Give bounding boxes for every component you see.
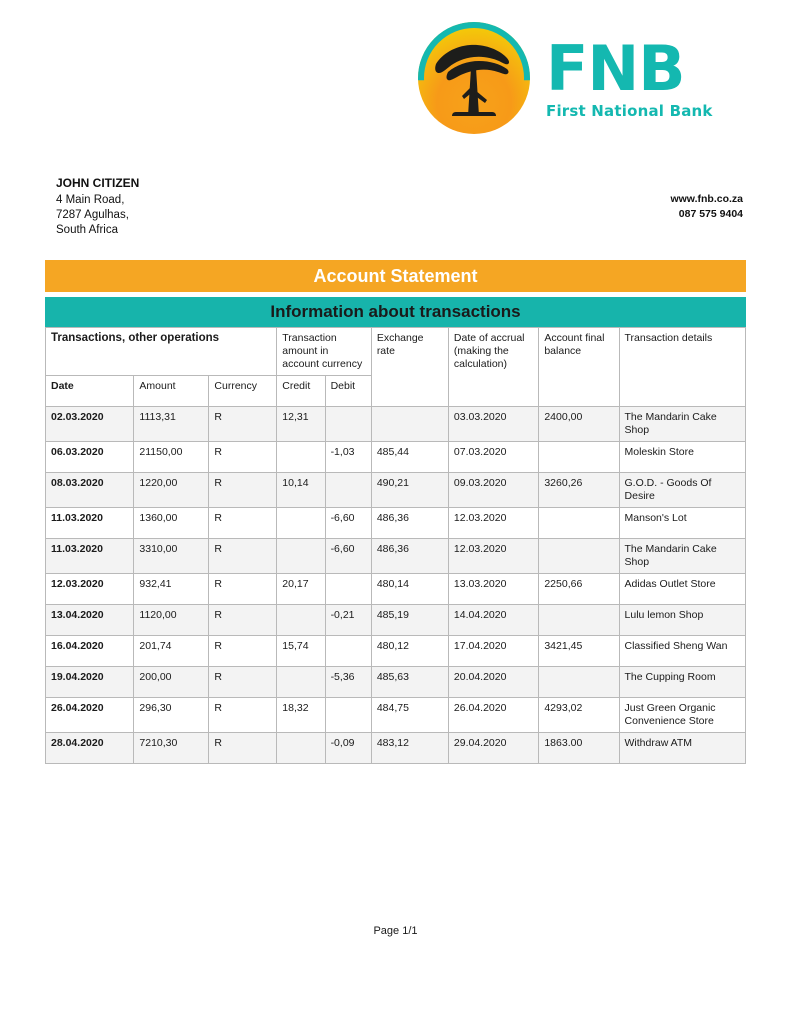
cell-balance: 4293,02 (539, 698, 619, 733)
cell-credit (277, 442, 325, 473)
cell-credit (277, 605, 325, 636)
cell-date: 06.03.2020 (46, 442, 134, 473)
cell-amount: 932,41 (134, 574, 209, 605)
cell-credit: 10,14 (277, 473, 325, 508)
cell-date: 02.03.2020 (46, 407, 134, 442)
cell-balance: 3260,26 (539, 473, 619, 508)
header-credit: Credit (277, 376, 325, 407)
header-transaction-amount: Transaction amount in account currency (277, 328, 372, 376)
header-currency: Currency (209, 376, 277, 407)
header-amount: Amount (134, 376, 209, 407)
table-row (46, 605, 746, 636)
cell-credit (277, 667, 325, 698)
cell-date: 12.03.2020 (46, 574, 134, 605)
cell-credit: 20,17 (277, 574, 325, 605)
cell-details: The Mandarin Cake Shop (619, 407, 745, 442)
cell-accrual: 12.03.2020 (448, 539, 538, 574)
cell-accrual: 29.04.2020 (448, 733, 538, 764)
customer-address-line1: 4 Main Road, (56, 194, 125, 206)
cell-credit: 18,32 (277, 698, 325, 733)
cell-rate: 484,75 (371, 698, 448, 733)
cell-currency: R (209, 407, 277, 442)
cell-credit (277, 508, 325, 539)
header-transaction-details: Transaction details (619, 328, 745, 407)
cell-rate: 483,12 (371, 733, 448, 764)
cell-accrual: 07.03.2020 (448, 442, 538, 473)
cell-date: 13.04.2020 (46, 605, 134, 636)
cell-debit: -1,03 (325, 442, 371, 473)
header-exchange-rate: Exchange rate (371, 328, 448, 407)
cell-amount: 7210,30 (134, 733, 209, 764)
cell-debit: -0,21 (325, 605, 371, 636)
cell-details: Lulu lemon Shop (619, 605, 745, 636)
table-row (46, 442, 746, 473)
cell-date: 28.04.2020 (46, 733, 134, 764)
cell-accrual: 26.04.2020 (448, 698, 538, 733)
cell-currency: R (209, 636, 277, 667)
cell-rate: 480,14 (371, 574, 448, 605)
cell-date: 08.03.2020 (46, 473, 134, 508)
brand-tagline: First National Bank (546, 101, 713, 120)
cell-rate: 486,36 (371, 539, 448, 574)
cell-accrual: 17.04.2020 (448, 636, 538, 667)
table-row (46, 698, 746, 733)
cell-details: The Cupping Room (619, 667, 745, 698)
cell-debit (325, 473, 371, 508)
cell-date: 16.04.2020 (46, 636, 134, 667)
header-date: Date (46, 376, 134, 407)
acacia-tree-logo-icon (418, 22, 530, 134)
cell-debit: -0,09 (325, 733, 371, 764)
customer-name: JOHN CITIZEN (56, 176, 140, 190)
transactions-table-body (46, 407, 746, 764)
cell-currency: R (209, 442, 277, 473)
fnb-logo (418, 22, 713, 134)
document-header (0, 22, 791, 137)
cell-currency: R (209, 508, 277, 539)
header-date-of-accrual: Date of accrual (making the calculation) (448, 328, 538, 407)
cell-accrual: 20.04.2020 (448, 667, 538, 698)
statement-title: Account Statement (45, 260, 746, 292)
customer-address-block (56, 176, 139, 238)
cell-details: The Mandarin Cake Shop (619, 539, 745, 574)
cell-debit (325, 574, 371, 605)
cell-rate: 486,36 (371, 508, 448, 539)
cell-amount: 1360,00 (134, 508, 209, 539)
cell-balance: 3421,45 (539, 636, 619, 667)
table-row (46, 636, 746, 667)
cell-balance (539, 442, 619, 473)
cell-date: 11.03.2020 (46, 508, 134, 539)
cell-currency: R (209, 574, 277, 605)
cell-amount: 200,00 (134, 667, 209, 698)
cell-rate: 485,19 (371, 605, 448, 636)
brand-name: FNB (546, 31, 685, 105)
cell-balance (539, 539, 619, 574)
table-row (46, 733, 746, 764)
cell-rate: 480,12 (371, 636, 448, 667)
cell-rate: 490,21 (371, 473, 448, 508)
cell-rate: 485,44 (371, 442, 448, 473)
cell-balance (539, 667, 619, 698)
cell-balance: 2400,00 (539, 407, 619, 442)
bank-phone: 087 575 9404 (678, 208, 743, 220)
cell-amount: 1113,31 (134, 407, 209, 442)
cell-accrual: 14.04.2020 (448, 605, 538, 636)
cell-balance (539, 508, 619, 539)
cell-debit: -5,36 (325, 667, 371, 698)
tree-silhouette-icon (430, 38, 518, 118)
cell-amount: 3310,00 (134, 539, 209, 574)
header-transactions: Transactions, other operations (46, 328, 277, 376)
cell-amount: 296,30 (134, 698, 209, 733)
table-row (46, 473, 746, 508)
cell-details: Moleskin Store (619, 442, 745, 473)
table-row (46, 667, 746, 698)
transactions-table-wrap (45, 327, 746, 764)
cell-accrual: 12.03.2020 (448, 508, 538, 539)
cell-accrual: 03.03.2020 (448, 407, 538, 442)
cell-balance: 2250,66 (539, 574, 619, 605)
cell-debit: -6,60 (325, 508, 371, 539)
cell-currency: R (209, 698, 277, 733)
bank-website: www.fnb.co.za (670, 193, 743, 205)
cell-credit (277, 733, 325, 764)
cell-debit (325, 636, 371, 667)
cell-details: Classified Sheng Wan (619, 636, 745, 667)
cell-accrual: 09.03.2020 (448, 473, 538, 508)
customer-address-line2: 7287 Agulhas, (56, 209, 129, 221)
table-row (46, 407, 746, 442)
cell-credit (277, 539, 325, 574)
customer-address-line3: South Africa (56, 224, 119, 236)
cell-credit: 12,31 (277, 407, 325, 442)
cell-debit: -6,60 (325, 539, 371, 574)
cell-date: 19.04.2020 (46, 667, 134, 698)
cell-amount: 201,74 (134, 636, 209, 667)
cell-currency: R (209, 473, 277, 508)
cell-amount: 1120,00 (134, 605, 209, 636)
information-title: Information about transactions (45, 297, 746, 327)
cell-debit (325, 698, 371, 733)
cell-balance: 1863.00 (539, 733, 619, 764)
cell-currency: R (209, 733, 277, 764)
header-account-final-balance: Account final balance (539, 328, 619, 407)
cell-date: 11.03.2020 (46, 539, 134, 574)
cell-credit: 15,74 (277, 636, 325, 667)
cell-details: Manson's Lot (619, 508, 745, 539)
logo-wordmark (546, 31, 713, 120)
table-group-header-row (46, 328, 746, 376)
cell-amount: 21150,00 (134, 442, 209, 473)
cell-rate (371, 407, 448, 442)
cell-details: Adidas Outlet Store (619, 574, 745, 605)
table-row (46, 508, 746, 539)
cell-currency: R (209, 605, 277, 636)
table-row (46, 539, 746, 574)
cell-balance (539, 605, 619, 636)
transactions-table (45, 327, 746, 764)
cell-rate: 485,63 (371, 667, 448, 698)
page-footer: Page 1/1 (373, 925, 418, 937)
cell-currency: R (209, 539, 277, 574)
cell-currency: R (209, 667, 277, 698)
cell-debit (325, 407, 371, 442)
cell-details: Just Green Organic Convenience Store (619, 698, 745, 733)
cell-details: Withdraw ATM (619, 733, 745, 764)
table-row (46, 574, 746, 605)
cell-details: G.O.D. - Goods Of Desire (619, 473, 745, 508)
cell-accrual: 13.03.2020 (448, 574, 538, 605)
cell-amount: 1220,00 (134, 473, 209, 508)
bank-contact-block (670, 192, 743, 222)
cell-date: 26.04.2020 (46, 698, 134, 733)
header-debit: Debit (325, 376, 371, 407)
